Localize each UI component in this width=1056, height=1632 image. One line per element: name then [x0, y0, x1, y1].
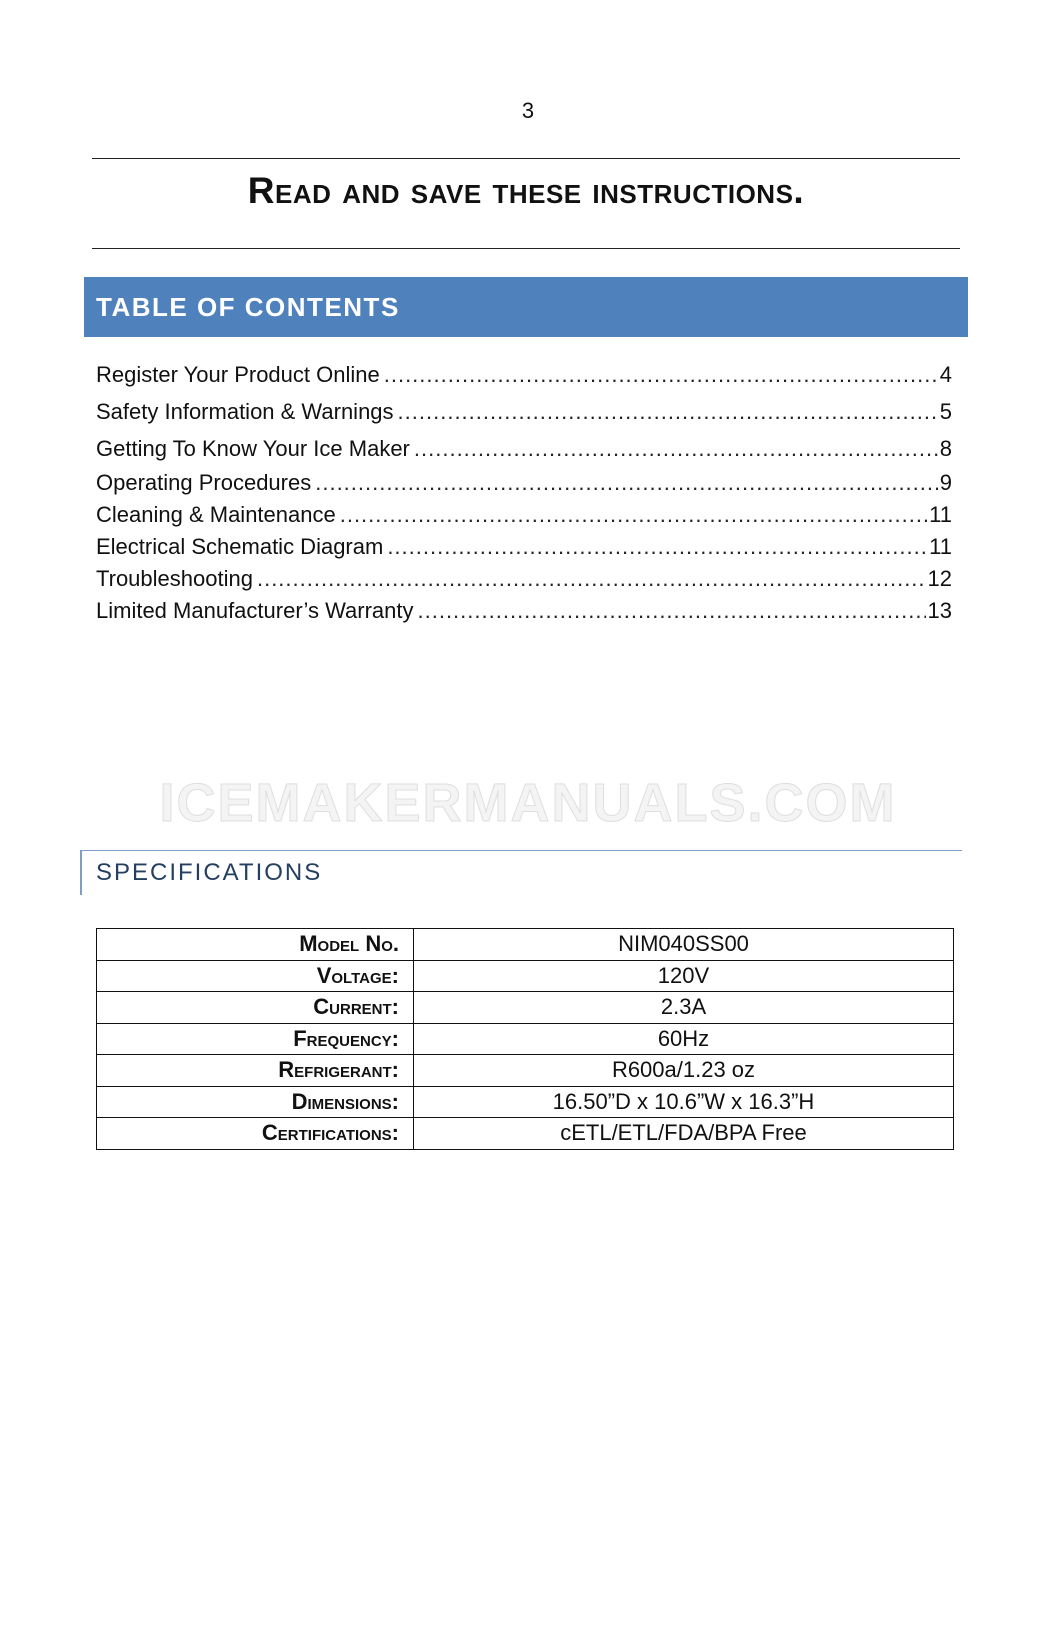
toc-entry[interactable] — [96, 362, 952, 399]
toc-banner — [84, 277, 968, 337]
toc-entry-title: Operating Procedures — [96, 470, 312, 495]
toc-leader — [387, 534, 927, 560]
toc-entry-page: 11 — [929, 534, 952, 559]
spec-value: cETL/ETL/FDA/BPA Free — [414, 1118, 954, 1150]
toc-entry-page: 13 — [927, 598, 952, 623]
table-row — [97, 960, 954, 992]
toc-entry-title: Limited Manufacturer’s Warranty — [96, 598, 414, 623]
spec-value: NIM040SS00 — [414, 929, 954, 961]
spec-label: Certifications: — [97, 1118, 414, 1150]
toc-leader — [340, 502, 927, 528]
table-row — [97, 1023, 954, 1055]
spec-label: Frequency: — [97, 1023, 414, 1055]
spec-label: Current: — [97, 992, 414, 1024]
toc-entry-page: 4 — [939, 362, 952, 387]
toc-entry-title: Cleaning & Maintenance — [96, 502, 336, 527]
watermark: ICEMAKERMANUALS.COM — [159, 773, 897, 833]
toc-entry-title: Getting To Know Your Ice Maker — [96, 436, 410, 461]
toc-heading: TABLE OF CONTENTS — [96, 292, 400, 322]
spec-value: 60Hz — [414, 1023, 954, 1055]
specifications-table — [96, 928, 954, 1150]
spec-value: 2.3A — [414, 992, 954, 1024]
toc-entry[interactable] — [96, 502, 952, 534]
title-bottom-rule — [92, 248, 960, 249]
toc-entry[interactable] — [96, 598, 952, 630]
toc-entry[interactable] — [96, 534, 952, 566]
toc-entry-title: Troubleshooting — [96, 566, 253, 591]
toc-entry-title: Safety Information & Warnings — [96, 399, 394, 424]
toc-list — [96, 362, 952, 630]
toc-leader — [418, 598, 926, 624]
toc-entry-page: 11 — [929, 502, 952, 527]
toc-leader — [398, 399, 938, 425]
table-row — [97, 1055, 954, 1087]
spec-value: R600a/1.23 oz — [414, 1055, 954, 1087]
toc-entry[interactable] — [96, 566, 952, 598]
page-number: 3 — [521, 98, 535, 123]
toc-leader — [257, 566, 926, 592]
toc-leader — [384, 362, 938, 388]
table-row — [97, 1086, 954, 1118]
spec-label: Refrigerant: — [97, 1055, 414, 1087]
toc-entry-page: 5 — [939, 399, 952, 424]
specifications-heading: SPECIFICATIONS — [96, 859, 323, 886]
table-row — [97, 1118, 954, 1150]
toc-entry-page: 12 — [927, 566, 952, 591]
spec-label: Voltage: — [97, 960, 414, 992]
toc-entry-page: 8 — [939, 436, 952, 461]
specifications-section-header — [80, 850, 962, 895]
spec-label: Model No. — [97, 929, 414, 961]
toc-leader — [315, 470, 938, 496]
toc-entry[interactable] — [96, 399, 952, 436]
title-top-rule — [92, 158, 960, 159]
spec-label: Dimensions: — [97, 1086, 414, 1118]
toc-entry-page: 9 — [939, 470, 952, 495]
page-title: Read and save these instructions. — [247, 170, 805, 211]
toc-entry[interactable] — [96, 470, 952, 502]
table-row — [97, 929, 954, 961]
toc-entry[interactable] — [96, 436, 952, 470]
toc-leader — [414, 436, 938, 462]
toc-entry-title: Electrical Schematic Diagram — [96, 534, 384, 559]
spec-value: 120V — [414, 960, 954, 992]
spec-value: 16.50”D x 10.6”W x 16.3”H — [414, 1086, 954, 1118]
toc-entry-title: Register Your Product Online — [96, 362, 380, 387]
table-row — [97, 992, 954, 1024]
